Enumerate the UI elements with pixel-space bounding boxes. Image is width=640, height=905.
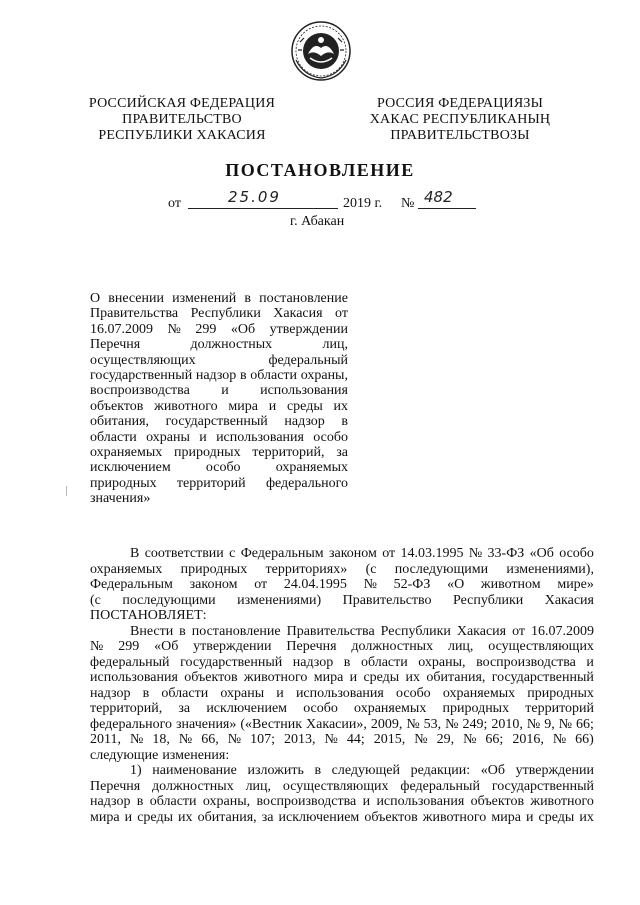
header-left-line-2: ПРАВИТЕЛЬСТВО	[122, 112, 242, 127]
subject-line: исключением особо охраняемых	[90, 460, 348, 476]
header-right-line-2: ХАКАС РЕСПУБЛИКАНЫҢ	[369, 112, 551, 127]
subject-line: природных территорий федерального	[90, 475, 348, 491]
body-line: (с последующими изменениями) Правительство Республики Хакасия	[90, 592, 594, 608]
body-line: Внести в постановление Правительства Республики Хакасия от 16.07.2009	[130, 623, 594, 639]
body-line: Перечня должностных лиц, осуществляющих федеральный государственный	[90, 778, 594, 794]
header-right-block	[360, 96, 560, 144]
subject-line: области охраны и использования особо	[90, 429, 348, 445]
subject-line: Правительства Республики Хакасия от	[90, 306, 348, 322]
header-left-line-3: РЕСПУБЛИКИ ХАКАСИЯ	[98, 128, 266, 143]
date-prefix: от	[168, 196, 181, 211]
body-line: надзор в области охраны и использования особо охраняемых природных	[90, 685, 594, 701]
body-line: федерального значения» («Вестник Хакасии», 2009, № 53, № 249; 2010, № 9, № 66;	[90, 716, 594, 732]
subject-block	[90, 291, 348, 507]
document-type-title: ПОСТАНОВЛЕНИЕ	[225, 160, 415, 180]
city-label: г. Абакан	[290, 214, 345, 229]
subject-line: воспроизводства и использования	[90, 383, 348, 399]
body-line: ПОСТАНОВЛЯЕТ:	[90, 608, 207, 623]
header-left-block	[82, 96, 282, 144]
margin-mark	[66, 486, 67, 496]
date-handwritten: 25.09	[228, 188, 281, 206]
date-field	[188, 188, 338, 209]
body-line: 1) наименование изложить в следующей редакции: «Об утверждении	[130, 763, 594, 778]
coat-of-arms-emblem	[290, 20, 352, 82]
header-right-line-3: ПРАВИТЕЛЬСТВОЗЫ	[390, 128, 530, 143]
body-line: территорий, за исключением особо охраняемых природных территорий	[90, 701, 594, 716]
body-line: № 299 «Об утверждении Перечня должностных лиц, осуществляющих	[90, 639, 594, 654]
body-line: надзор в области охраны, воспроизводства и использования объектов животного	[90, 794, 594, 809]
number-field	[418, 188, 476, 209]
number-handwritten: 482	[424, 188, 453, 206]
body-line: федеральный государственный надзор в области охраны, воспроизводства и	[90, 654, 594, 670]
subject-line: охраняемых природных территорий, за	[90, 445, 348, 461]
header-right-line-1: РОССИЯ ФЕДЕРАЦИЯЗЫ	[376, 96, 544, 111]
subject-line: государственный надзор в области охраны,	[90, 368, 348, 384]
subject-line: осуществляющих федеральный	[90, 352, 348, 368]
body-line: следующие изменения:	[90, 747, 230, 763]
body-line: использования объектов животного мира и среды их обитания, государственный	[90, 670, 594, 685]
body-line: мира и среды их обитания, за исключением объектов животного мира и среды их	[90, 809, 594, 825]
subject-line: объектов животного мира и среды их	[90, 398, 348, 414]
subject-line: О внесении изменений в постановление	[90, 291, 348, 306]
body-line: В соответствии с Федеральным законом от 14.03.1995 № 33-ФЗ «Об особо	[130, 546, 594, 561]
subject-line: 16.07.2009 № 299 «Об утверждении	[90, 321, 348, 337]
body-text	[90, 546, 594, 825]
number-label: №	[401, 196, 415, 211]
body-line: Федеральным законом от 24.04.1995 № 52-ФЗ «О животном мире»	[90, 577, 594, 592]
header-left-line-1: РОССИЙСКАЯ ФЕДЕРАЦИЯ	[88, 96, 276, 111]
year-text: 2019 г.	[343, 196, 383, 211]
body-line: 2011, № 18, № 66, № 107; 2013, № 44; 2015, № 29, № 66; 2016, № 66)	[90, 732, 594, 747]
subject-line: обитания, государственный надзор в	[90, 414, 348, 430]
subject-line: Перечня должностных лиц,	[90, 337, 348, 353]
subject-line: значения»	[90, 491, 151, 507]
body-line: охраняемых природных территориях» (с последующими изменениями),	[90, 561, 594, 577]
